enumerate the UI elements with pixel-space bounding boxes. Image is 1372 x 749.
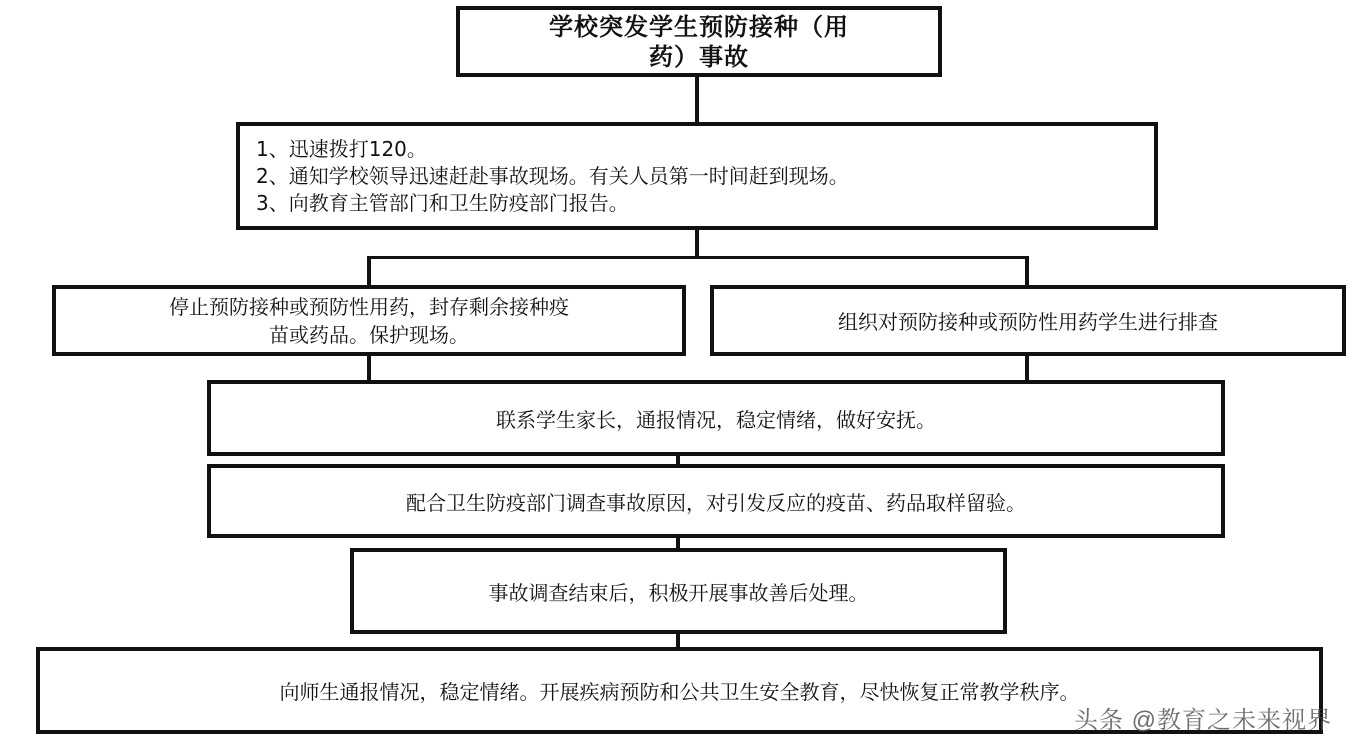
title-box xyxy=(456,6,942,77)
stop-vaccination-line-2: 苗或药品。保护现场。 xyxy=(269,322,469,347)
watermark: 头条 @教育之未来视界 xyxy=(1073,707,1332,734)
step-3: 3、向教育主管部门和卫生防疫部门报告。 xyxy=(256,190,629,215)
aftermath-box xyxy=(350,548,1007,634)
aftermath-text: 事故调查结束后，积极开展事故善后处理。 xyxy=(488,580,869,605)
connector-title-steps xyxy=(695,77,699,122)
contact-parents-text: 联系学生家长，通报情况，稳定情绪，做好安抚。 xyxy=(496,407,936,432)
title-line-2: 药）事故 xyxy=(649,42,749,71)
stop-vaccination-line-1: 停止预防接种或预防性用药，封存剩余接种疫 xyxy=(169,294,569,319)
screen-students-text: 组织对预防接种或预防性用药学生进行排查 xyxy=(838,310,1218,334)
connector-right-parents xyxy=(1025,356,1029,380)
contact-parents-box xyxy=(207,380,1225,456)
connector-split-left xyxy=(367,256,371,285)
step-2: 2、通知学校领导迅速赶赴事故现场。有关人员第一时间赶到现场。 xyxy=(256,163,849,188)
connector-left-parents xyxy=(367,356,371,380)
connector-investigate-aftermath xyxy=(676,538,680,548)
final-text: 向师生通报情况，稳定情绪。开展疾病预防和公共卫生安全教育，尽快恢复正常教学秩序。 xyxy=(279,680,1080,704)
connector-steps-split xyxy=(695,230,699,257)
investigation-box xyxy=(207,464,1225,538)
title-line-1: 学校突发学生预防接种（用 xyxy=(549,12,849,41)
initial-steps-box xyxy=(236,122,1158,230)
connector-split-horizontal xyxy=(367,256,1029,259)
stop-vaccination-box xyxy=(52,285,686,356)
step-1: 1、迅速拨打120。 xyxy=(256,136,427,161)
investigation-text: 配合卫生防疫部门调查事故原因，对引发反应的疫苗、药品取样留验。 xyxy=(406,490,1026,515)
connector-aftermath-final xyxy=(676,634,680,647)
connector-parents-investigate xyxy=(676,456,680,464)
screen-students-box xyxy=(710,285,1346,356)
connector-split-right xyxy=(1025,256,1029,285)
